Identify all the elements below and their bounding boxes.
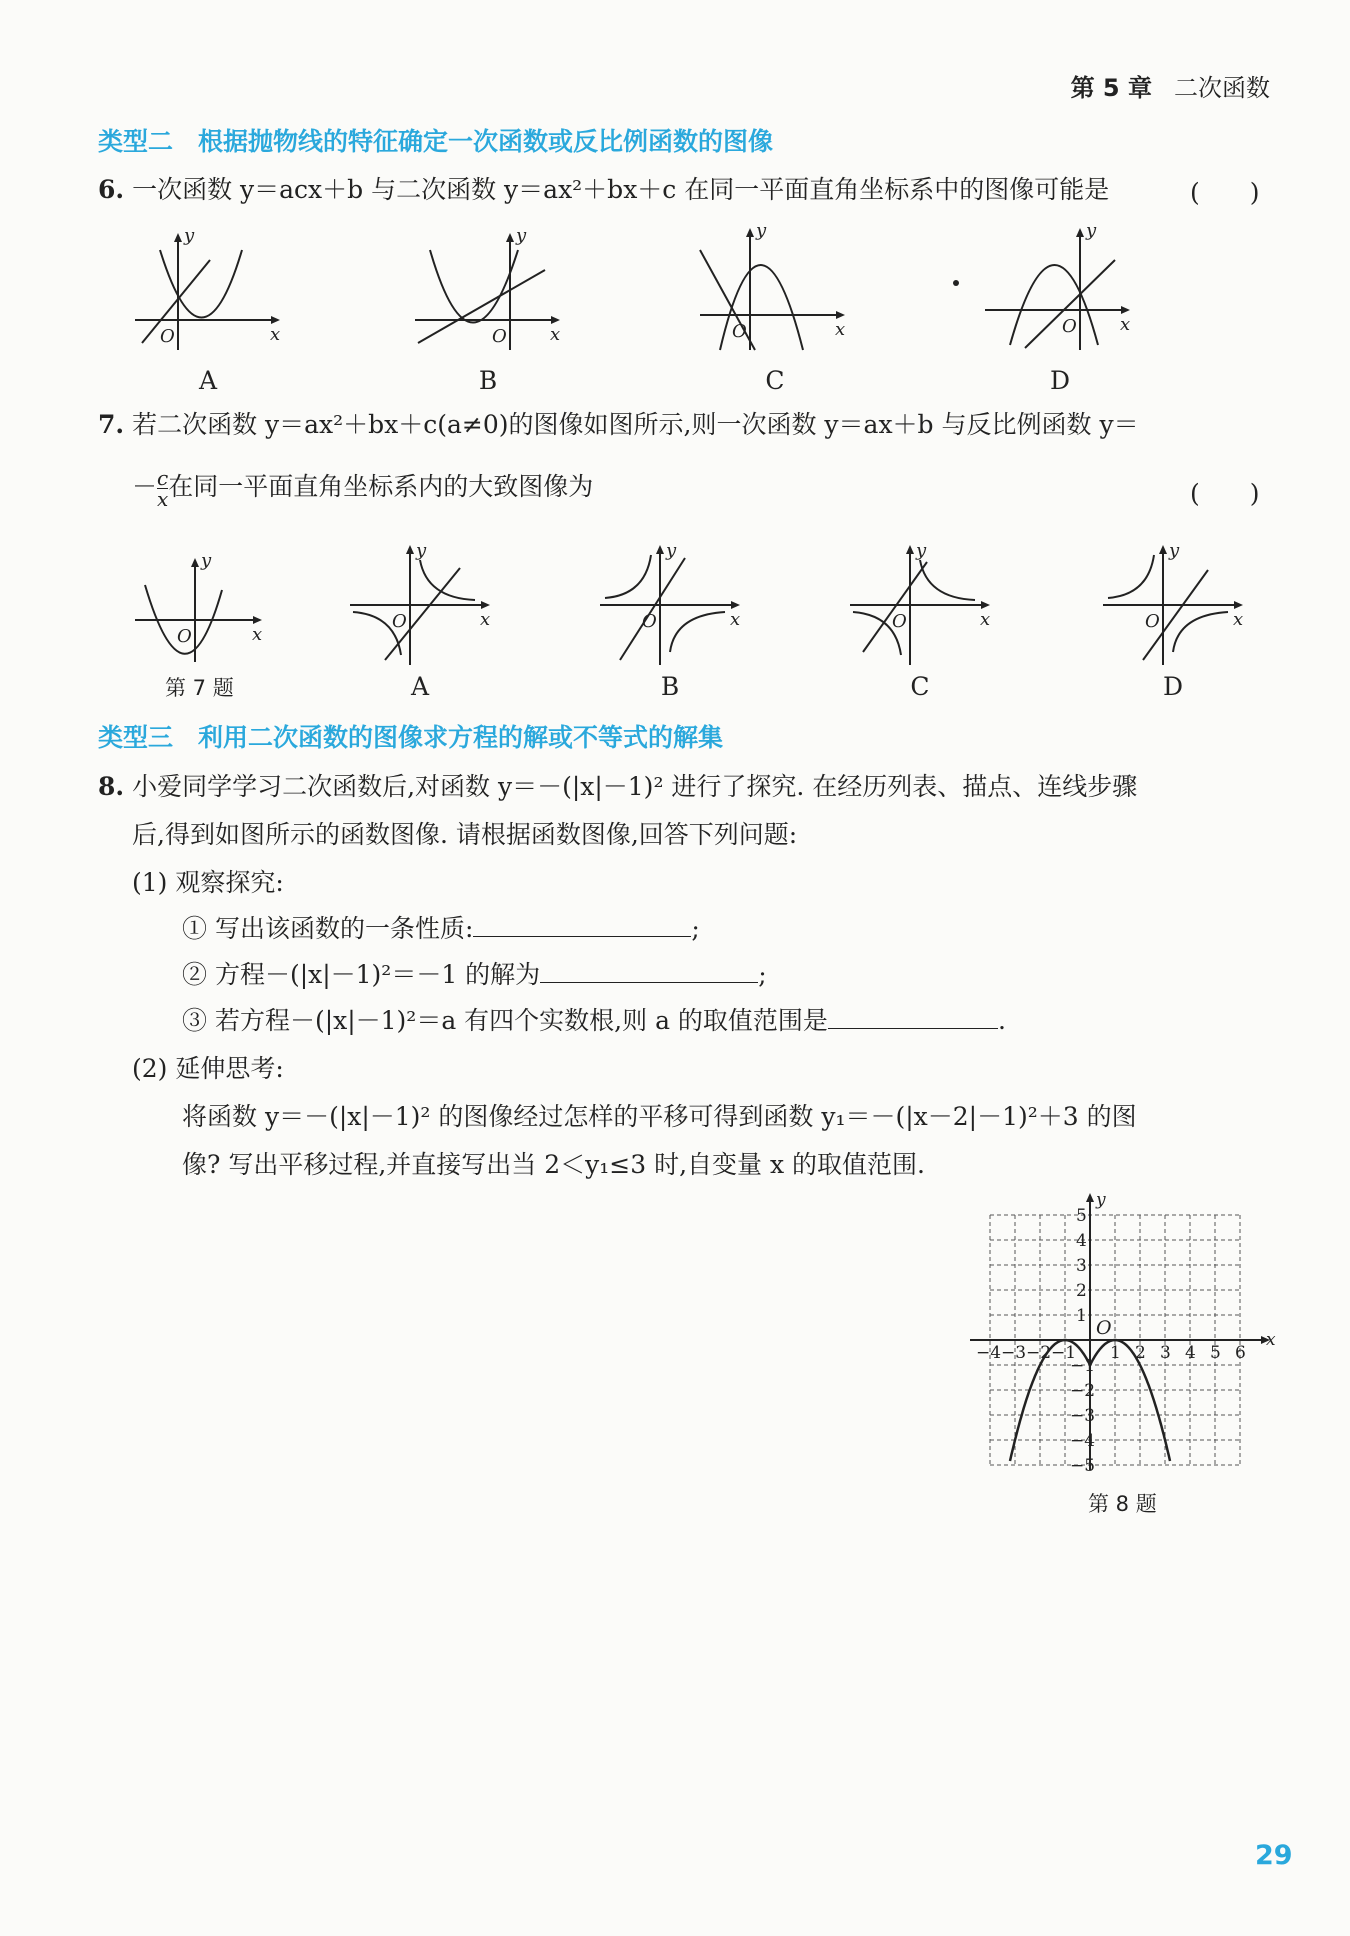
question-text-line1: 小爱同学学习二次函数后,对函数 y＝－(|x|－1)² 进行了探究. 在经历列表、描点、连线步骤: [132, 772, 1138, 801]
semicolon: ;: [691, 914, 700, 943]
x-axis-label: x: [1233, 609, 1244, 630]
x-tick-label: 4: [1185, 1343, 1196, 1363]
origin-label: O: [1145, 611, 1160, 632]
y-axis-label: y: [1086, 220, 1097, 241]
answer-blank-1[interactable]: [473, 912, 691, 937]
x-axis-label: x: [480, 609, 491, 630]
q7-given-parabola: [130, 550, 270, 670]
section-heading-type3: 类型三 利用二次函数的图像求方程的解或不等式的解集: [98, 723, 724, 752]
y-tick-label: 2: [1076, 1281, 1087, 1301]
x-axis-label: x: [980, 609, 991, 630]
x-axis-label: x: [270, 324, 281, 345]
x-axis-label: x: [550, 324, 561, 345]
semicolon: ;: [758, 960, 767, 989]
answer-blank-2[interactable]: [540, 958, 758, 983]
y-axis-label: y: [416, 540, 427, 561]
q7-option-c: C: [910, 672, 930, 701]
question-8-line2: 后,得到如图所示的函数图像. 请根据函数图像,回答下列问题:: [132, 820, 798, 849]
y-axis-label: y: [184, 225, 195, 246]
q6-option-d: D: [1049, 366, 1071, 395]
q7-graph-a: [345, 540, 495, 670]
q7-graph-b: [595, 540, 745, 670]
x-tick-label: 5: [1210, 1343, 1221, 1363]
origin-label: O: [492, 326, 507, 347]
x-axis-label: x: [252, 624, 263, 645]
x-axis-label: x: [835, 319, 846, 340]
q6-graph-a: [130, 225, 290, 355]
q7-option-d: D: [1162, 672, 1184, 701]
q8-function-graph: [970, 1190, 1280, 1480]
x-tick-label: 6: [1235, 1343, 1246, 1363]
answer-bracket: ( ): [1190, 479, 1260, 508]
q8-figure-caption: 第 8 题: [1088, 1492, 1157, 1516]
question-7-line2: [132, 468, 593, 509]
period: .: [997, 1006, 1006, 1035]
sub-question-text: ① 写出该函数的一条性质:: [182, 914, 474, 943]
q7-graph-c: [845, 540, 995, 670]
q7-option-b: B: [660, 672, 680, 701]
origin-label: O: [642, 611, 657, 632]
x-tick-label: −3: [1001, 1343, 1027, 1363]
page-header: [1071, 68, 1270, 103]
y-axis-label: y: [756, 220, 767, 241]
x-axis-label: x: [1266, 1330, 1276, 1350]
origin-label: O: [892, 611, 907, 632]
stray-dot: [953, 280, 959, 286]
q7-graph-d: [1098, 540, 1248, 670]
q6-graph-d: [980, 220, 1140, 355]
question-7: [98, 408, 1139, 442]
x-tick-label: 1: [1110, 1343, 1121, 1363]
x-tick-label: −2: [1026, 1343, 1052, 1363]
sub-question-text: ② 方程－(|x|－1)²＝－1 的解为: [182, 960, 541, 989]
q6-option-b: B: [478, 366, 498, 395]
origin-label: O: [392, 611, 407, 632]
y-tick-label: 1: [1076, 1306, 1087, 1326]
x-tick-label: 2: [1135, 1343, 1146, 1363]
q6-graph-b: [410, 225, 570, 355]
chapter-title: 二次函数: [1174, 74, 1270, 102]
origin-label: O: [177, 626, 192, 647]
x-axis-label: x: [1120, 314, 1131, 335]
y-tick-label: −3: [1070, 1406, 1096, 1426]
chapter-number: 第 5 章: [1070, 74, 1152, 102]
q6-graph-c: [695, 220, 855, 355]
y-tick-label: −2: [1070, 1381, 1096, 1401]
sub-question-3: [182, 1004, 1006, 1038]
minus-sign: －: [132, 472, 158, 501]
page-number: 29: [1255, 1840, 1293, 1871]
q6-option-a: A: [198, 366, 218, 395]
origin-label: O: [160, 326, 175, 347]
extension-text-line2: 像? 写出平移过程,并直接写出当 2＜y₁≤3 时,自变量 x 的取值范围.: [182, 1150, 925, 1179]
fraction-c-over-x: [157, 468, 168, 509]
x-tick-label: −4: [976, 1343, 1002, 1363]
y-tick-label: −4: [1070, 1431, 1096, 1451]
question-text-line2: 在同一平面直角坐标系内的大致图像为: [168, 472, 594, 501]
fraction-numerator: c: [157, 466, 169, 490]
question-number: 7.: [98, 410, 125, 439]
sub-question-text: ③ 若方程－(|x|－1)²＝a 有四个实数根,则 a 的取值范围是: [182, 1006, 828, 1035]
part-2-heading: (2) 延伸思考:: [132, 1054, 284, 1083]
sub-question-2: [182, 958, 767, 992]
x-axis-label: x: [730, 609, 741, 630]
y-tick-label: 5: [1076, 1206, 1087, 1226]
y-tick-label: −5: [1070, 1456, 1096, 1476]
y-axis-label: y: [666, 540, 677, 561]
y-tick-label: −1: [1070, 1356, 1096, 1376]
q6-option-c: C: [765, 366, 785, 395]
q7-option-a: A: [410, 672, 430, 701]
y-tick-label: 4: [1076, 1231, 1087, 1251]
answer-blank-3[interactable]: [828, 1004, 998, 1029]
question-number: 8.: [98, 772, 125, 801]
question-8: [98, 770, 1137, 804]
question-number: 6.: [98, 175, 125, 204]
origin-label: O: [732, 321, 747, 342]
q7-figure-caption: 第 7 题: [165, 676, 234, 700]
sub-question-1: [182, 912, 700, 946]
extension-text-line1: 将函数 y＝－(|x|－1)² 的图像经过怎样的平移可得到函数 y₁＝－(|x－2|－1)²＋3 的图: [182, 1102, 1137, 1131]
x-tick-label: −1: [1051, 1343, 1077, 1363]
y-axis-label: y: [1169, 540, 1180, 561]
origin-label: O: [1096, 1317, 1112, 1339]
question-text-line1: 若二次函数 y＝ax²＋bx＋c(a≠0)的图像如图所示,则一次函数 y＝ax＋b 与反比例函数 y＝: [132, 410, 1139, 439]
y-axis-label: y: [516, 225, 527, 246]
section-heading-type2: 类型二 根据抛物线的特征确定一次函数或反比例函数的图像: [98, 127, 774, 156]
y-axis-label: y: [201, 550, 212, 571]
part-1-heading: (1) 观察探究:: [132, 868, 284, 897]
fraction-denominator: x: [157, 487, 169, 511]
y-axis-label: y: [916, 540, 927, 561]
question-text: 一次函数 y＝acx＋b 与二次函数 y＝ax²＋bx＋c 在同一平面直角坐标系中的图像可能是: [132, 175, 1110, 204]
x-tick-label: 3: [1160, 1343, 1171, 1363]
origin-label: O: [1062, 316, 1077, 337]
y-tick-label: 3: [1076, 1256, 1087, 1276]
answer-bracket: ( ): [1190, 178, 1260, 207]
question-6: [98, 173, 1109, 207]
y-axis-label: y: [1096, 1190, 1106, 1210]
y-axis-arrow: [1086, 1193, 1094, 1202]
